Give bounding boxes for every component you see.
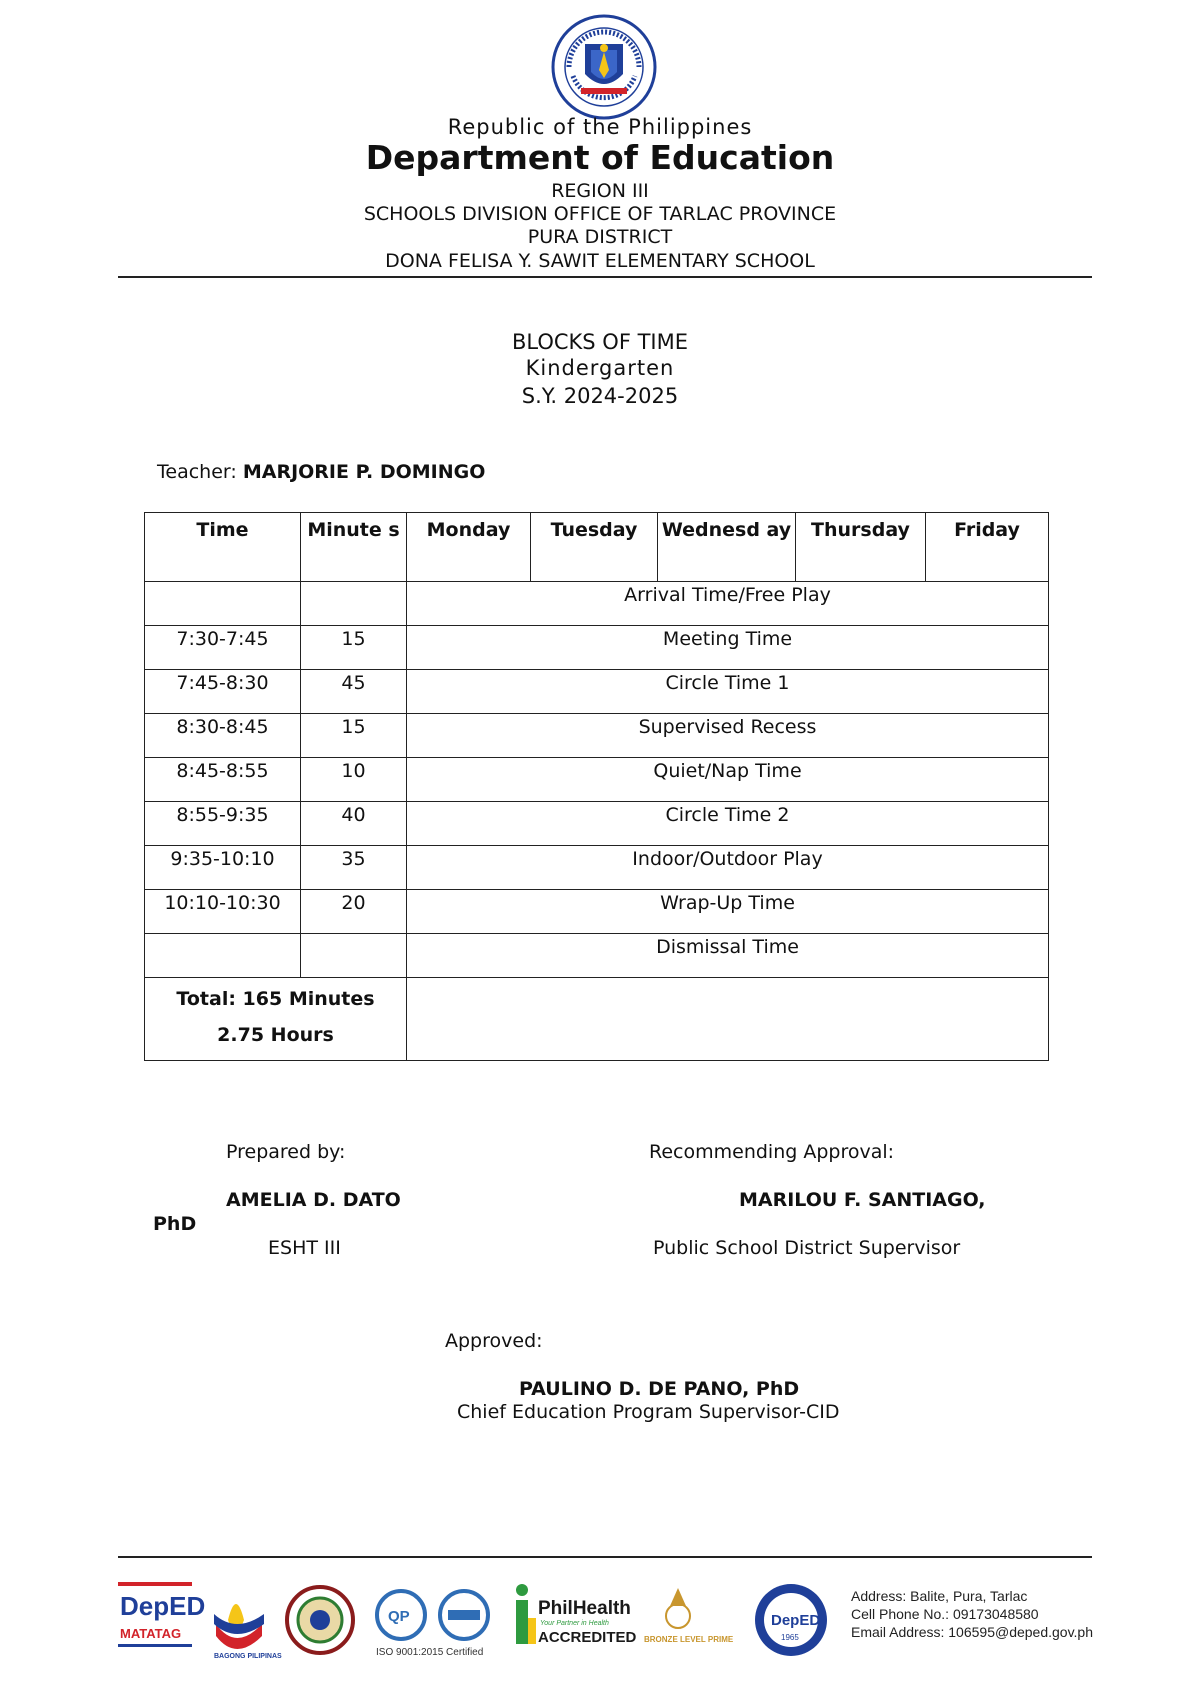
table-row [145,670,1049,714]
teacher-label: Teacher: [157,461,237,483]
region-line: REGION III [551,180,649,202]
table-header-row [145,513,1049,582]
table-row [145,626,1049,670]
deped-matatag-logo [118,1582,205,1647]
activity-cell: Arrival Time/Free Play [407,582,1049,626]
minutes-cell [301,582,407,626]
minutes-cell: 15 [301,626,407,670]
table-row [145,802,1049,846]
prepared-by-title: ESHT III [268,1237,341,1259]
recommending-title: Public School District Supervisor [653,1237,961,1259]
table-row [145,582,1049,626]
minutes-cell: 10 [301,758,407,802]
philhealth-tagline: Your Partner in Health [540,1620,609,1627]
time-cell [145,582,301,626]
deped-seal-logo [551,14,657,120]
table-row [145,890,1049,934]
approved-title: Chief Education Program Supervisor-CID [457,1401,840,1423]
column-header: Minute s [301,513,407,582]
prepared-by-label: Prepared by: [226,1141,346,1163]
department-name: Department of Education [365,138,835,177]
division-line: SCHOOLS DIVISION OFFICE OF TARLAC PROVINCE [363,203,837,225]
column-header: Time [145,513,301,582]
matatag-wordmark: MATATAG [120,1626,182,1641]
prepared-by-name: AMELIA D. DATO [226,1189,401,1211]
minutes-cell: 20 [301,890,407,934]
document-subtitle: Kindergarten [525,356,675,380]
school-logo-year: 1965 [781,1633,799,1642]
time-cell: 8:55-9:35 [145,802,301,846]
school-logo [755,1584,827,1656]
school-phone: Cell Phone No.: 09173048580 [851,1606,1039,1622]
total-hours: 2.75 Hours [217,1024,334,1046]
school-address: Address: Balite, Pura, Tarlac [851,1588,1028,1604]
column-header: Thursday [796,513,926,582]
table-row [145,758,1049,802]
recommending-name-suffix: PhD [153,1213,197,1235]
activity-cell: Meeting Time [407,626,1049,670]
minutes-cell: 35 [301,846,407,890]
accredited-text: ACCREDITED [538,1629,637,1646]
activity-cell: Quiet/Nap Time [407,758,1049,802]
total-empty-cell [407,978,1049,1061]
column-header: Tuesday [531,513,658,582]
school-email: Email Address: 106595@deped.gov.ph [851,1624,1094,1640]
total-cell [145,978,407,1061]
recommending-approval-label: Recommending Approval: [649,1141,895,1163]
activity-cell: Indoor/Outdoor Play [407,846,1049,890]
table-row [145,714,1049,758]
time-cell: 7:30-7:45 [145,626,301,670]
activity-cell: Supervised Recess [407,714,1049,758]
time-cell: 9:35-10:10 [145,846,301,890]
time-cell [145,934,301,978]
approved-name: PAULINO D. DE PANO, PhD [519,1378,800,1400]
republic-line: Republic of the Philippines [447,115,753,139]
svg-text:QP: QP [388,1608,410,1625]
column-header: Wednesd ay [658,513,796,582]
school-contact-block [851,1587,1093,1641]
philhealth-accredited-logo [516,1584,637,1646]
column-header: Monday [407,513,531,582]
table-row [145,934,1049,978]
bagong-pilipinas-logo [214,1604,282,1660]
table-row [145,846,1049,890]
minutes-cell: 15 [301,714,407,758]
teacher-name: MARJORIE P. DOMINGO [242,461,486,483]
total-row [145,978,1049,1061]
total-minutes: Total: 165 Minutes [176,988,375,1010]
deped-wordmark: DepED [120,1591,206,1621]
activity-cell: Circle Time 1 [407,670,1049,714]
prime-hrm-bronze-logo [644,1588,734,1644]
minutes-cell: 45 [301,670,407,714]
district-line: PURA DISTRICT [527,226,673,248]
activity-cell: Wrap-Up Time [407,890,1049,934]
school-year: S.Y. 2024-2025 [521,384,679,408]
iso-caption: ISO 9001:2015 Certified [376,1647,484,1658]
time-cell: 8:45-8:55 [145,758,301,802]
minutes-cell [301,934,407,978]
column-header: Friday [926,513,1049,582]
activity-cell: Dismissal Time [407,934,1049,978]
philhealth-wordmark: PhilHealth [538,1598,631,1619]
iso-certification-logo [376,1591,488,1658]
teacher-line [157,461,485,483]
header-divider [118,276,1092,278]
bagong-pilipinas-text: BAGONG PILIPINAS [214,1653,282,1660]
school-name: DONA FELISA Y. SAWIT ELEMENTARY SCHOOL [385,250,815,272]
document-title: BLOCKS OF TIME [511,330,689,354]
school-division-seal [287,1587,353,1653]
bronze-prime-text: BRONZE LEVEL PRIME [644,1635,734,1644]
minutes-cell: 40 [301,802,407,846]
activity-cell: Circle Time 2 [407,802,1049,846]
recommending-name: MARILOU F. SANTIAGO, [739,1189,986,1211]
footer-divider [118,1556,1092,1558]
school-logo-wordmark: DepED [771,1612,821,1629]
time-cell: 10:10-10:30 [145,890,301,934]
approved-label: Approved: [445,1330,543,1352]
schedule-table [144,512,1049,1061]
time-cell: 8:30-8:45 [145,714,301,758]
time-cell: 7:45-8:30 [145,670,301,714]
